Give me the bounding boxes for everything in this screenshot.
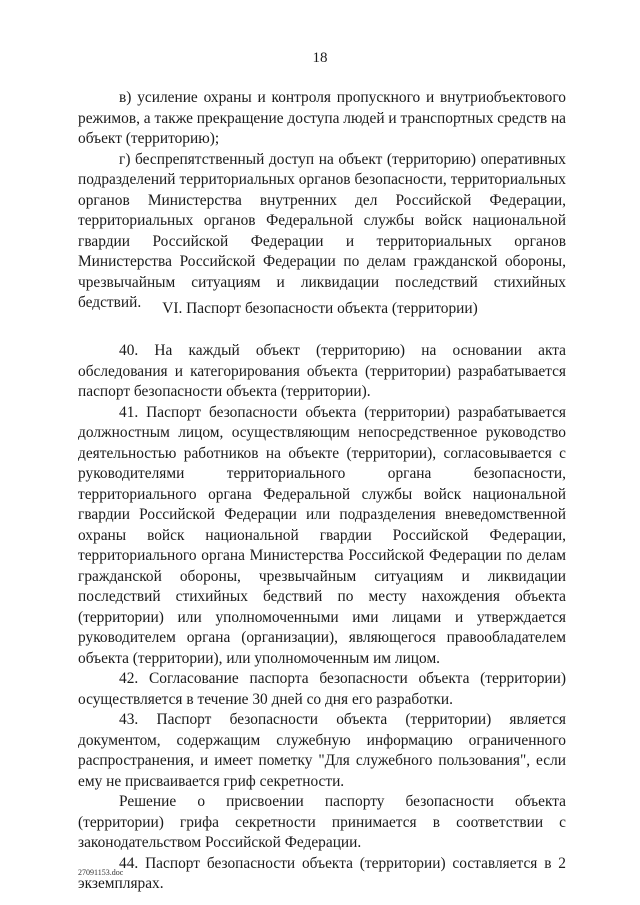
paragraph-44: 44. Паспорт безопасности объекта (территории) составляется в 2 экземплярах. [78,854,566,892]
body-text-block [78,341,566,895]
paragraph-43: 43. Паспорт безопасности объекта (территории) является документом, содержащим служебную информацию ограниченного распространения, и имеет пометку "Для служебного пользования", если ему не присваивается гриф секретности. [78,711,566,790]
top-text-block [78,88,566,314]
paragraph-40: 40. На каждый объект (территорию) на основании акта обследования и категорирования объекта (территории) разрабатывается паспорт безопасности объекта (территории). [78,342,566,400]
page-number: 18 [312,50,328,66]
paragraph-secrecy-decision: Решение о присвоении паспорту безопасности объекта (территории) грифа секретности принимается в соответствии с законодательством Российской Федерации. [78,793,566,851]
section-heading: VI. Паспорт безопасности объекта (территории) [162,300,478,317]
paragraph-item-g: г) беспрепятственный доступ на объект (территорию) оперативных подразделений территориальных органов безопасности, территориальных органов Министерства внутренних дел Российской Федерации, территориальных органов Федеральной службы войск национальной гвардии Российской Федерации и территориальных органов Министерства Российской Федерации по делам гражданской обороны, чрезвычайным ситуациям и ликвидации последствий стихийных бедствий. [78,150,566,311]
paragraph-42: 42. Согласование паспорта безопасности объекта (территории) осуществляется в течение 30 дней со дня его разработки. [78,670,566,708]
paragraph-41: 41. Паспорт безопасности объекта (территории) разрабатывается должностным лицом, осуществляющим непосредственное руководство деятельностью работников на объекте (территории), согласовывается с руководителями территориального органа безопасности, территориального органа Федеральной службы войск национальной гвардии Российской Федерации или подразделения вневедомственной охраны войск национальной гвардии Российской Федерации, территориального органа Министерства Российской Федерации по делам гражданской обороны, чрезвычайным ситуациям и ликвидации последствий стихийных бедствий по месту нахождения объекта (территории) или уполномоченными ими лицами и утверждается руководителем органа (организации), являющегося правообладателем объекта (территории), или уполномоченным им лицом. [78,403,566,667]
paragraph-item-v: в) усиление охраны и контроля пропускного и внутриобъектового режимов, а также прекращение доступа людей и транспортных средств на объект (территорию); [78,89,567,147]
footer-filename: 27091153.doc [78,868,124,877]
